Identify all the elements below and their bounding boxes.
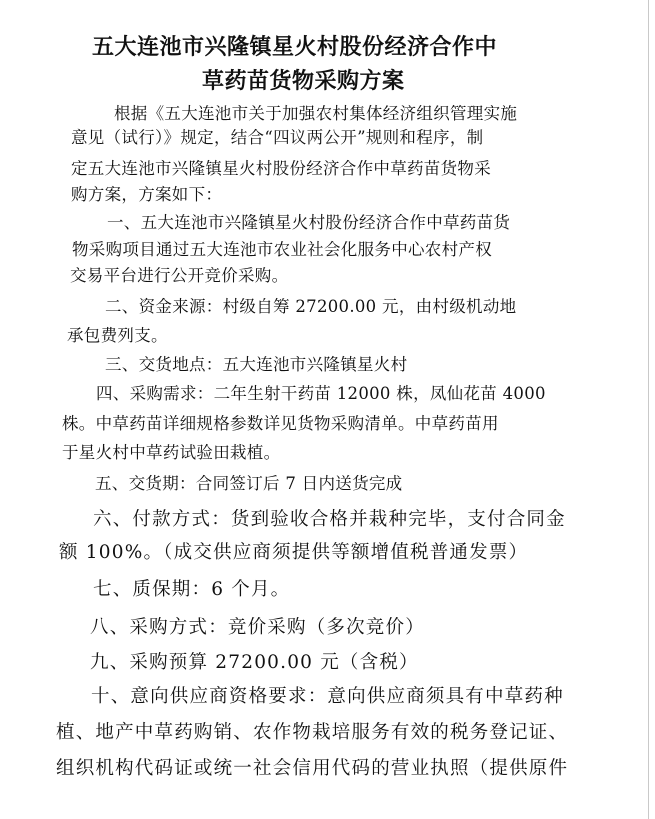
- body-line: 购方案，方案如下：: [71, 185, 223, 204]
- body-line: 九、采购预算 27200.00 元（含税）: [90, 652, 419, 673]
- body-line: 交易平台进行公开竞价采购。: [70, 266, 289, 285]
- body-line: 物采购项目通过五大连池市农业社会化服务中心农村产权: [72, 240, 492, 259]
- document-title-line-2: 草药苗货物采购方案: [202, 68, 405, 94]
- body-line: 四、采购需求：二年生射干药苗 12000 株，凤仙花苗 4000: [96, 384, 546, 403]
- body-line: 十、意向供应商资格要求：意向供应商须具有中草药种: [91, 686, 564, 707]
- body-line: 六、付款方式：货到验收合格并栽种完毕，支付合同金: [93, 509, 566, 530]
- body-line: 三、交货地点：五大连池市兴隆镇星火村: [105, 355, 408, 374]
- body-line: 五、交货期：合同签订后 7 日内送货完成: [95, 474, 403, 493]
- body-line: 根据《五大连池市关于加强农村集体经济组织管理实施: [114, 104, 518, 123]
- page-edge: [648, 0, 649, 819]
- body-line: 八、采购方式：竞价采购（多次竞价）: [90, 617, 425, 638]
- body-line: 植、地产中草药购销、农作物栽培服务有效的税务登记证、: [56, 722, 569, 743]
- body-line: 于星火村中草药试验田栽植。: [62, 443, 281, 462]
- body-line: 定五大连池市兴隆镇星火村股份经济合作中草药苗货物采: [71, 159, 491, 178]
- body-line: 承包费列支。: [67, 326, 168, 345]
- document-title-line-1: 五大连池市兴隆镇星火村股份经济合作中: [92, 34, 498, 60]
- body-line: 一、五大连池市兴隆镇星火村股份经济合作中草药苗货: [107, 213, 511, 232]
- body-line: 意见（试行）》规定，结合“四议两公开”规则和程序，制: [71, 128, 484, 147]
- body-line: 株。中草药苗详细规格参数详见货物采购清单。中草药苗用: [62, 414, 499, 433]
- body-line: 七、质保期：6 个月。: [93, 579, 291, 600]
- body-line: 组织机构代码证或统一社会信用代码的营业执照（提供原件: [56, 758, 569, 779]
- body-line: 二、资金来源：村级自筹 27200.00 元，由村级机动地: [105, 297, 517, 316]
- body-line: 额 100%。（成交供应商须提供等额增值税普通发票）: [59, 542, 529, 563]
